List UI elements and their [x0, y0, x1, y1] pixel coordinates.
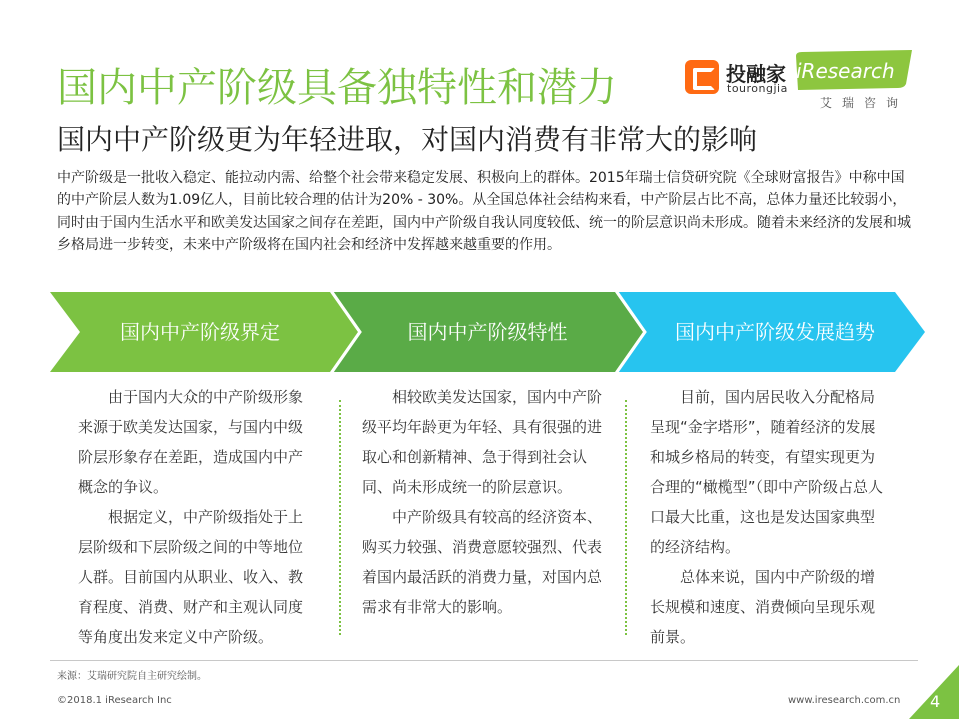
column-2-paragraph-1: 相较欧美发达国家，国内中产阶级平均年龄更为年轻、具有很强的进取心和创新精神、急于得到社会认同、尚未形成统一的阶层意识。	[362, 388, 603, 496]
copyright: ©2018.1 iResearch Inc	[57, 695, 172, 706]
source-note: 来源：艾瑞研究院自主研究绘制。	[57, 671, 207, 682]
column-2-header: 国内中产阶级特性	[407, 320, 568, 344]
column-1-paragraph-2: 根据定义，中产阶级指处于上层阶级和下层阶级之间的中等地位人群。目前国内从职业、收入、教育程度、消费、财产和主观认同度等角度出发来定义中产阶级。	[78, 508, 304, 646]
tourongjia-logo-icon	[685, 60, 719, 94]
column-divider-2	[625, 400, 627, 635]
column-divider-1	[339, 400, 341, 635]
column-1-header: 国内中产阶级界定	[120, 320, 280, 344]
column-1-paragraph-1: 由于国内大众的中产阶级形象来源于欧美发达国家，与国内中级阶层形象存在差距，造成国内中产概念的争议。	[78, 388, 304, 496]
tourongjia-logo-pinyin: tourongjia	[727, 82, 788, 95]
page-number: 4	[930, 692, 941, 711]
column-3-body	[650, 382, 886, 652]
iresearch-logo-text: iResearch	[796, 59, 895, 83]
column-2-paragraph-2: 中产阶级具有较高的经济资本、购买力较强、消费意愿较强烈、代表着国内最活跃的消费力量，对国内总需求有非常大的影响。	[362, 508, 603, 616]
iresearch-logo-cn: 艾瑞咨询	[820, 96, 909, 110]
logo-group	[678, 50, 914, 116]
column-2-body	[362, 382, 602, 622]
tourongjia-logo-text: 投融家	[726, 62, 786, 86]
column-3-paragraph-2: 总体来说，国内中产阶级的增长规模和速度、消费倾向呈现乐观前景。	[650, 568, 876, 646]
column-1-body	[78, 382, 314, 652]
page-title: 国内中产阶级具备独特性和潜力	[57, 65, 617, 111]
intro-paragraph: 中产阶级是一批收入稳定、能拉动内需、给整个社会带来稳定发展、积极向上的群体。2015年瑞士信贷研究院《全球财富报告》中称中国的中产阶层人数为1.09亿人，目前比较合理的估计为20% - 30%。从全国总体社会结构来看，中产阶层占比不高，总体力量还比较弱小，同时由于国内生活水平和欧美发达国家之间存在差距，国内中产阶级自我认同度较低、统一的阶层意识尚未形成。随着未来经济的发展和城乡格局进一步转变，未来中产阶级将在国内社会和经济中发挥越来越重要的作用。	[57, 170, 911, 254]
website-link[interactable]: www.iresearch.com.cn	[788, 695, 901, 706]
column-3-paragraph-1: 目前，国内居民收入分配格局呈现“金字塔形”，随着经济的发展和城乡格局的转变，有望实现更为合理的“橄榄型”（即中产阶级占总人口最大比重，这也是发达国家典型的经济结构。	[650, 388, 884, 556]
column-3-header: 国内中产阶级发展趋势	[675, 320, 875, 344]
page-subtitle: 国内中产阶级更为年轻进取，对国内消费有非常大的影响	[57, 123, 758, 156]
footer-divider	[50, 660, 918, 661]
